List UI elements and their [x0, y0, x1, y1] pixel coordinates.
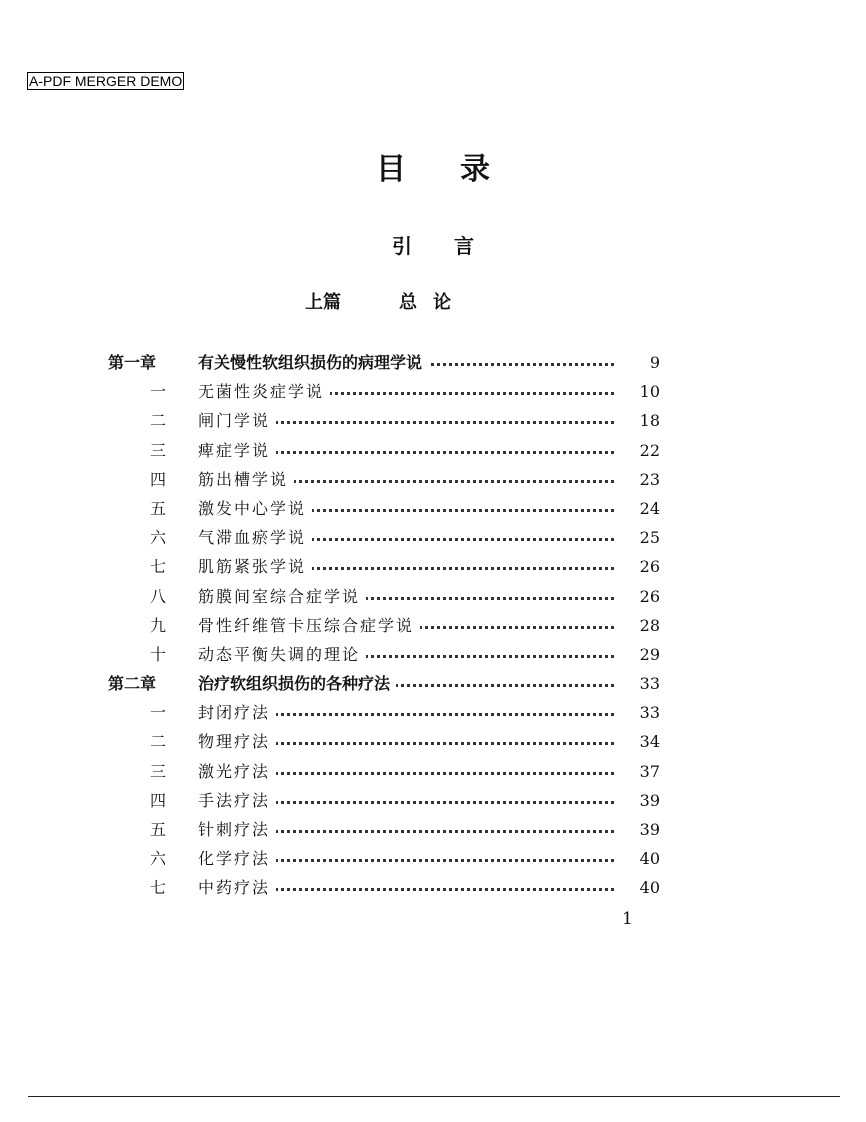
toc-page-number: 26 [616, 582, 660, 611]
toc-entry-title: 动态平衡失调的理论 [198, 640, 366, 669]
toc-number: 四 [149, 790, 166, 810]
page-number: 1 [622, 909, 633, 929]
toc-page-number: 24 [616, 494, 660, 523]
toc-page-number: 18 [616, 406, 660, 435]
toc-page-number: 33 [616, 698, 660, 727]
toc-number: 三 [149, 761, 166, 781]
toc-number: 二 [149, 732, 166, 752]
toc-section-row [108, 611, 668, 640]
toc-entry-title: 封闭疗法 [198, 698, 276, 727]
toc-number: 二 [149, 411, 166, 431]
toc-section-row [108, 698, 668, 727]
toc-number: 八 [149, 586, 166, 606]
toc-section-row [108, 523, 668, 552]
toc-page-number: 23 [616, 465, 660, 494]
intro-heading: 引言 [392, 234, 516, 258]
toc-section-row [108, 465, 668, 494]
toc-number: 九 [149, 615, 166, 635]
toc-page-number: 28 [616, 611, 660, 640]
toc-entry-title: 治疗软组织损伤的各种疗法 [198, 669, 396, 698]
toc-section-row [108, 727, 668, 756]
page-title: 目录 [376, 152, 544, 187]
toc-entry-title: 激光疗法 [198, 757, 276, 786]
toc-section-row [108, 406, 668, 435]
toc-number: 第一章 [108, 353, 157, 372]
toc-number: 三 [149, 440, 166, 460]
toc-chapter-row [108, 669, 668, 698]
toc-entry-title: 有关慢性软组织损伤的病理学说 [198, 348, 428, 377]
toc-section-row [108, 552, 668, 581]
toc-entry-title: 物理疗法 [198, 727, 276, 756]
toc-entry-title: 痺症学说 [198, 436, 276, 465]
toc-entry-title: 化学疗法 [198, 844, 276, 873]
toc-entry-title: 筋膜间室综合症学说 [198, 582, 366, 611]
toc-entry-title: 骨性纤维管卡压综合症学说 [198, 611, 420, 640]
toc-section-row [108, 757, 668, 786]
toc-entry-title: 针刺疗法 [198, 815, 276, 844]
toc-entry-title: 气滞血瘀学说 [198, 523, 312, 552]
toc-number: 第二章 [108, 674, 157, 694]
toc-number: 七 [149, 878, 166, 898]
part-label: 上篇 [305, 292, 341, 313]
toc-page-number: 40 [616, 873, 660, 902]
watermark-label: A-PDF MERGER DEMO [29, 73, 183, 89]
toc-chapter-row [108, 348, 668, 377]
toc-number: 一 [149, 382, 166, 402]
toc-number: 七 [149, 557, 166, 577]
toc-page-number: 26 [616, 552, 660, 581]
toc-section-row [108, 377, 668, 406]
toc-section-row [108, 873, 668, 902]
table-of-contents [108, 348, 668, 903]
toc-section-row [108, 494, 668, 523]
toc-section-row [108, 640, 668, 669]
toc-section-row [108, 844, 668, 873]
toc-entry-title: 闸门学说 [198, 406, 276, 435]
toc-page-number: 37 [616, 757, 660, 786]
toc-number: 一 [149, 703, 166, 723]
toc-page-number: 9 [616, 348, 660, 377]
toc-section-row [108, 815, 668, 844]
toc-section-row [108, 436, 668, 465]
toc-page-number: 34 [616, 727, 660, 756]
toc-entry-title: 激发中心学说 [198, 494, 312, 523]
toc-page-number: 25 [616, 523, 660, 552]
toc-number: 四 [149, 469, 166, 489]
toc-entry-title: 筋出槽学说 [198, 465, 294, 494]
toc-entry-title: 无菌性炎症学说 [198, 377, 330, 406]
toc-page-number: 10 [616, 377, 660, 406]
toc-page-number: 39 [616, 815, 660, 844]
toc-number: 五 [149, 820, 166, 839]
toc-page-number: 33 [616, 669, 660, 698]
toc-entry-title: 中药疗法 [198, 873, 276, 902]
toc-section-row [108, 786, 668, 815]
toc-number: 六 [149, 528, 166, 548]
toc-page-number: 39 [616, 786, 660, 815]
toc-entry-title: 肌筋紧张学说 [198, 552, 312, 581]
toc-number: 十 [149, 644, 166, 664]
bottom-rule [28, 1096, 840, 1097]
toc-number: 六 [149, 849, 166, 869]
toc-number: 五 [149, 498, 166, 518]
toc-page-number: 40 [616, 844, 660, 873]
toc-entry-title: 手法疗法 [198, 786, 276, 815]
part-name: 总论 [399, 292, 467, 313]
toc-section-row [108, 582, 668, 611]
part-heading [305, 290, 467, 316]
toc-page-number: 29 [616, 640, 660, 669]
toc-page-number: 22 [616, 436, 660, 465]
